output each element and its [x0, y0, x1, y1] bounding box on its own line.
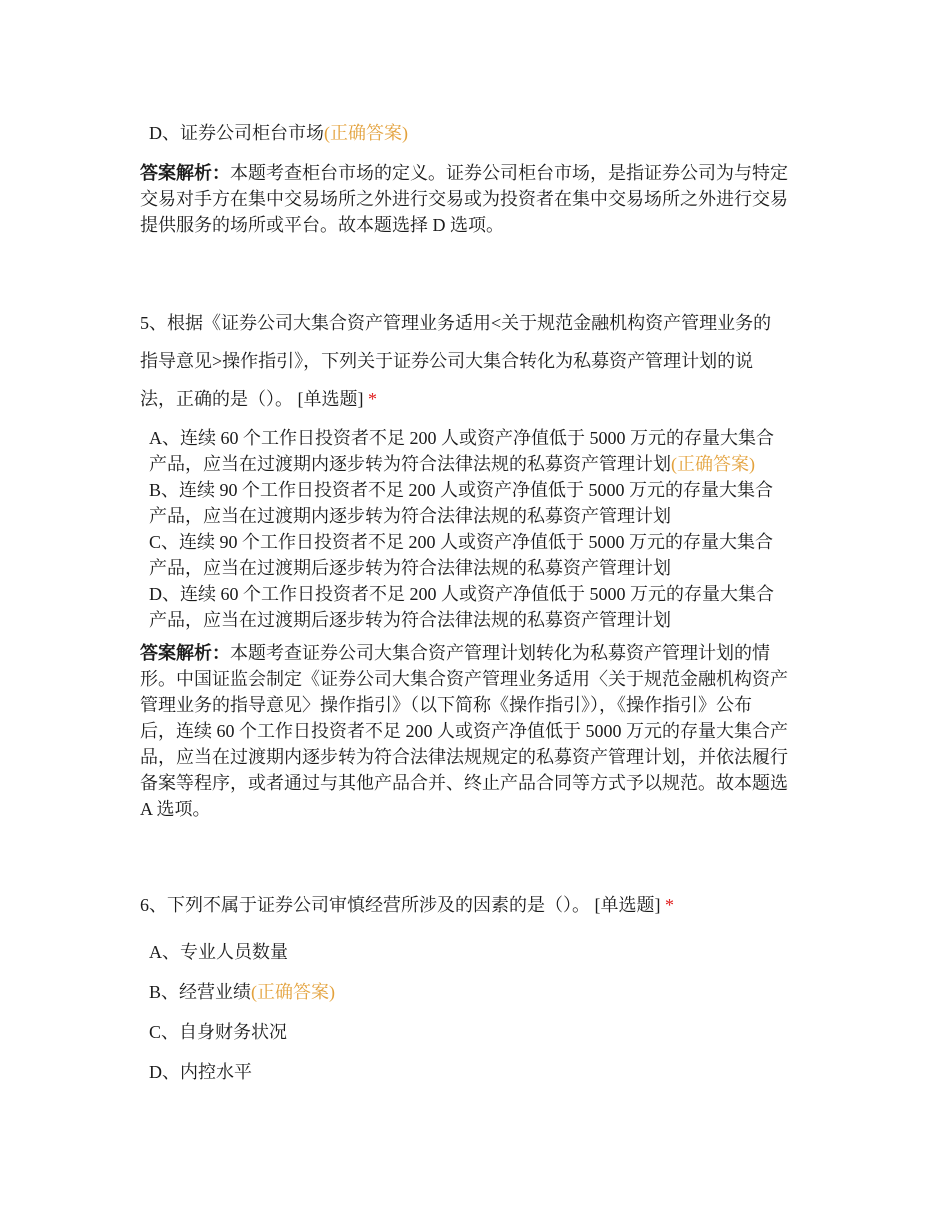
question-line: 指导意见>操作指引》，下列关于证券公司大集合转化为私募资产管理计划的说	[140, 351, 754, 371]
analysis-line: 品，应当在过渡期内逐步转为符合法律法规规定的私募资产管理计划，并依法履行	[140, 747, 788, 767]
option-text: A、专业人员数量	[149, 942, 288, 962]
q6-option-c[interactable]	[149, 1019, 809, 1045]
option-text: D、证券公司柜台市场	[149, 123, 324, 143]
question-line: 5、根据《证券公司大集合资产管理业务适用<关于规范金融机构资产管理业务的	[140, 313, 772, 333]
q6-option-d[interactable]	[149, 1059, 809, 1085]
q5-answer-analysis	[140, 640, 816, 822]
option-text: 产品，应当在过渡期后逐步转为符合法律法规的私募资产管理计划	[149, 610, 671, 630]
analysis-line: A 选项。	[140, 799, 211, 819]
q4-option-d[interactable]	[149, 120, 809, 146]
analysis-line: 本题考查柜台市场的定义。证券公司柜台市场，是指证券公司为与特定	[230, 163, 788, 183]
q6-option-b[interactable]	[149, 979, 809, 1005]
analysis-line: 交易对手方在集中交易场所之外进行交易或为投资者在集中交易场所之外进行交易	[140, 189, 788, 209]
option-text: D、内控水平	[149, 1062, 252, 1082]
correct-answer-mark: (正确答案)	[324, 123, 408, 143]
q6-option-a[interactable]	[149, 939, 809, 965]
option-text: B、经营业绩	[149, 982, 252, 1002]
option-text: 产品，应当在过渡期内逐步转为符合法律法规的私募资产管理计划	[149, 454, 671, 474]
correct-answer-mark: (正确答案)	[671, 454, 755, 474]
option-text: C、自身财务状况	[149, 1022, 288, 1042]
analysis-line: 本题考查证券公司大集合资产管理计划转化为私募资产管理计划的情	[230, 643, 770, 663]
option-text: A、连续 60 个工作日投资者不足 200 人或资产净值低于 5000 万元的存量大集合	[149, 428, 774, 448]
q5-question	[140, 304, 820, 418]
option-text: C、连续 90 个工作日投资者不足 200 人或资产净值低于 5000 万元的存量大集合	[149, 532, 774, 552]
required-mark: *	[368, 389, 377, 409]
analysis-line: 提供服务的场所或平台。故本题选择 D 选项。	[140, 215, 504, 235]
required-mark: *	[665, 895, 674, 915]
question-text: 6、下列不属于证券公司审慎经营所涉及的因素的是（）。 [单选题]	[140, 895, 661, 915]
option-text: D、连续 60 个工作日投资者不足 200 人或资产净值低于 5000 万元的存量大集合	[149, 584, 774, 604]
option-text: B、连续 90 个工作日投资者不足 200 人或资产净值低于 5000 万元的存量大集合	[149, 480, 774, 500]
analysis-line: 形。中国证监会制定《证券公司大集合资产管理业务适用〈关于规范金融机构资产	[140, 669, 788, 689]
analysis-label: 答案解析：	[140, 643, 230, 663]
q6-question	[140, 886, 820, 924]
analysis-label: 答案解析：	[140, 163, 230, 183]
option-text: 产品，应当在过渡期后逐步转为符合法律法规的私募资产管理计划	[149, 558, 671, 578]
correct-answer-mark: (正确答案)	[251, 982, 336, 1002]
analysis-line: 管理业务的指导意见〉操作指引》（以下简称《操作指引》），《操作指引》公布	[140, 695, 752, 715]
question-line: 法，正确的是（）。 [单选题]	[140, 389, 364, 409]
q5-option-a[interactable]	[149, 425, 809, 477]
analysis-line: 后，连续 60 个工作日投资者不足 200 人或资产净值低于 5000 万元的存量大集合产	[140, 721, 788, 741]
analysis-line: 备案等程序，或者通过与其他产品合并、终止产品合同等方式予以规范。故本题选	[140, 773, 788, 793]
q5-option-b[interactable]	[149, 477, 809, 529]
option-text: 产品，应当在过渡期内逐步转为符合法律法规的私募资产管理计划	[149, 506, 671, 526]
q4-answer-analysis	[140, 160, 816, 238]
q5-option-c[interactable]	[149, 529, 809, 581]
q5-option-d[interactable]	[149, 581, 809, 633]
